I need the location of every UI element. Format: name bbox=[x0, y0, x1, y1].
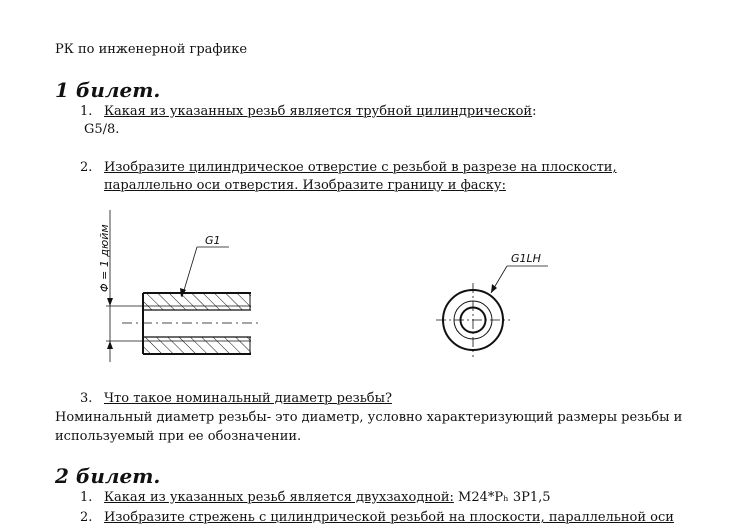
ticket-2-question-1 bbox=[80, 490, 551, 505]
question-text: Изобразите стрежень с цилиндрической резьбой на плоскости, параллельной оси bbox=[104, 510, 674, 525]
left-thread-label: G1 bbox=[205, 234, 221, 247]
question-text: Что такое номинальный диаметр резьбы? bbox=[104, 391, 392, 406]
question-number: 2. bbox=[80, 160, 93, 175]
question-number: 1. bbox=[80, 490, 93, 505]
ticket-1-answer-1: G5/8. bbox=[84, 122, 120, 137]
ticket-2-title: 2 билет. bbox=[55, 464, 161, 488]
question-text: Какая из указанных резьб является трубной цилиндрической bbox=[104, 104, 533, 119]
question-text-line1: Изобразите цилиндрическое отверстие с резьбой в разрезе на плоскости, bbox=[104, 160, 617, 175]
threaded-hole-end-view-drawing bbox=[436, 252, 548, 357]
question-number: 1. bbox=[80, 104, 93, 119]
threaded-hole-section-drawing bbox=[98, 210, 262, 362]
right-thread-label: G1LH bbox=[511, 252, 541, 265]
question-colon: : bbox=[532, 104, 537, 119]
ticket-2-question-2 bbox=[80, 510, 674, 525]
ticket-1-title: 1 билет. bbox=[55, 78, 161, 102]
question-number: 2. bbox=[80, 510, 93, 525]
document-header: РК по инженерной графике bbox=[55, 42, 248, 57]
dimension-label: Φ = 1 дюйм bbox=[98, 224, 111, 292]
question-answer: М24*Pₕ 3P1,5 bbox=[458, 490, 551, 505]
ticket-1-question-3 bbox=[80, 391, 392, 406]
question-text: Какая из указанных резьб является двухзаходной: bbox=[104, 490, 454, 505]
question-number: 3. bbox=[80, 391, 93, 406]
ticket-1-answer-3-line2: используемый при ее обозначении. bbox=[55, 429, 302, 444]
ticket-1-answer-3-line1: Номинальный диаметр резьбы- это диаметр, условно характеризующий размеры резьбы и bbox=[55, 410, 683, 425]
question-text-line2: параллельно оси отверстия. Изобразите границу и фаску: bbox=[104, 178, 506, 193]
